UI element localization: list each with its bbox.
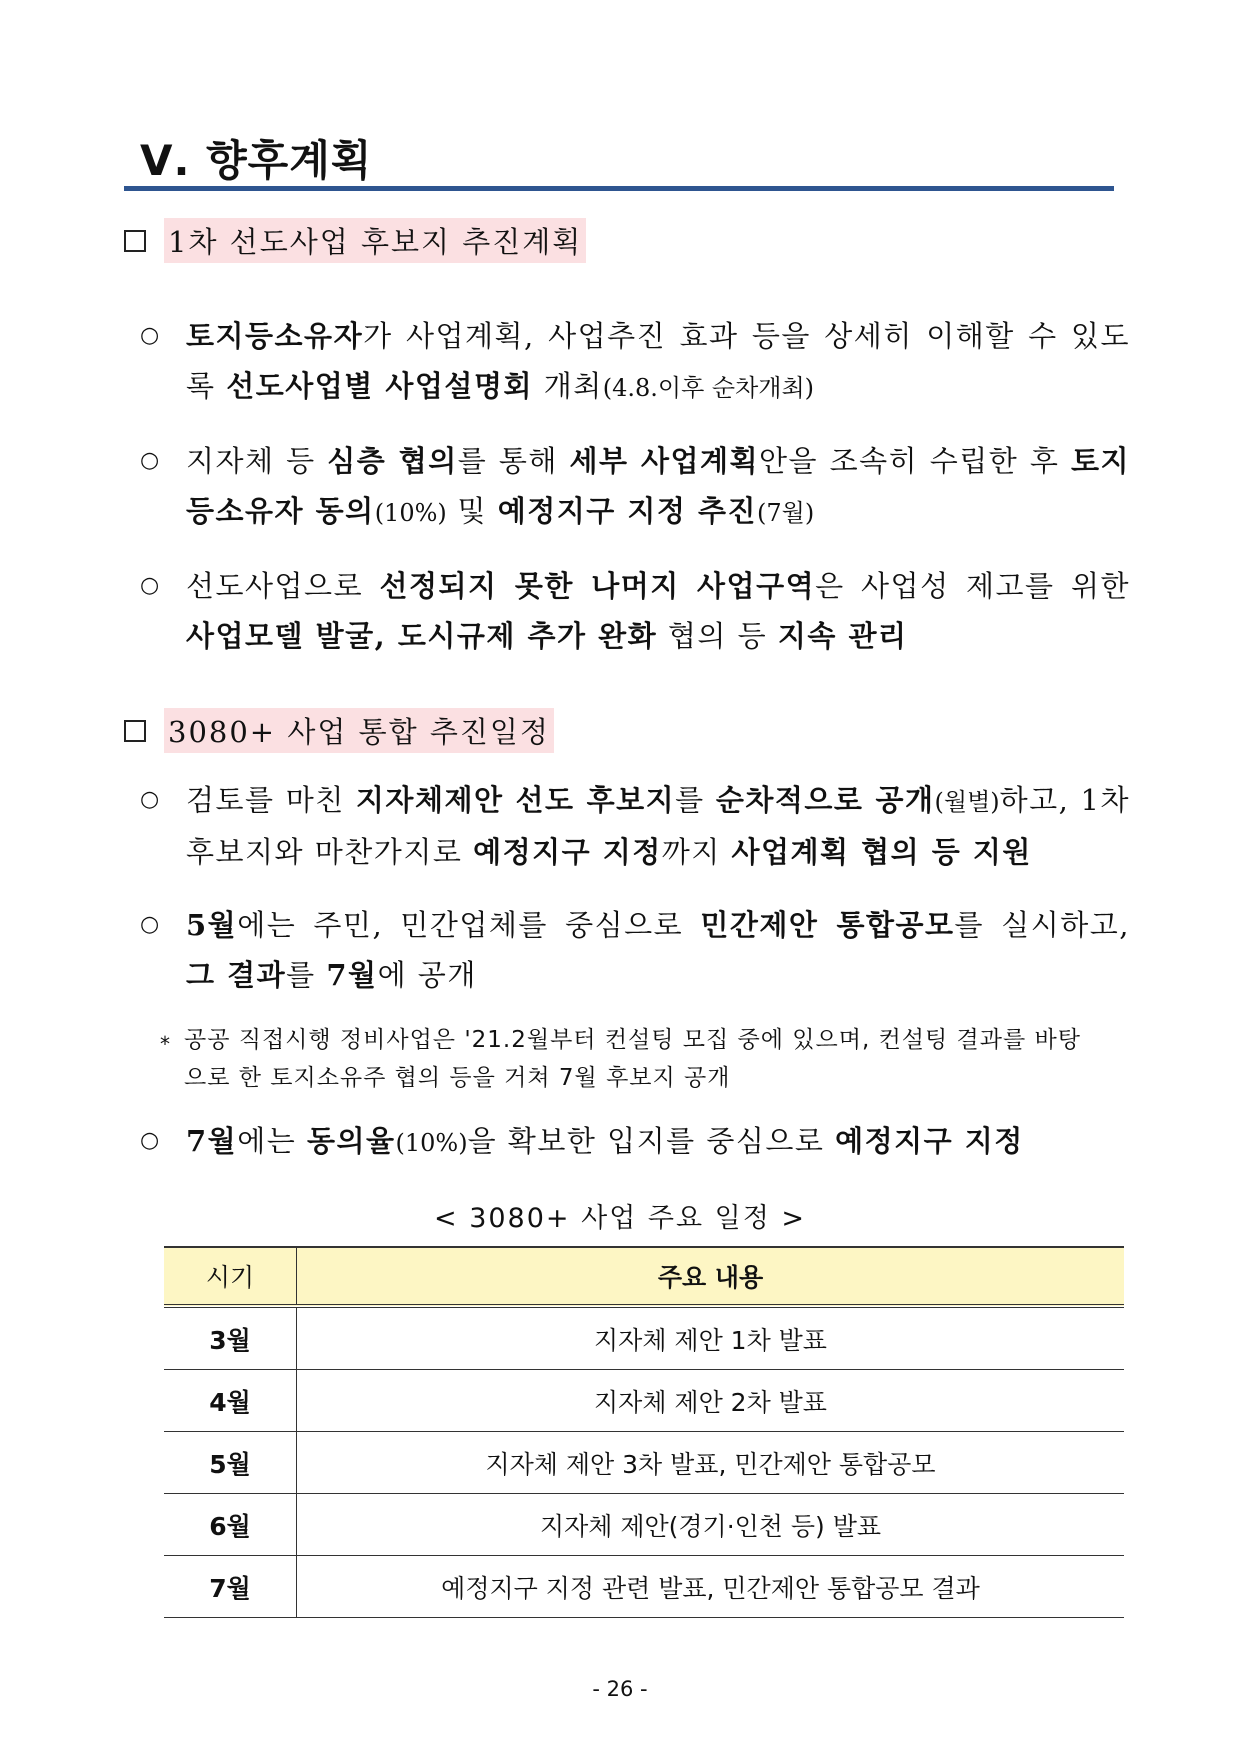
text: 를 — [286, 958, 327, 992]
text-bold: 예정지구 지정 — [835, 1124, 1024, 1158]
table-row — [164, 1556, 1124, 1618]
cell-content: 지자체 제안 2차 발표 — [297, 1370, 1125, 1432]
section1-bullet-1 — [140, 311, 1130, 413]
section1-heading — [124, 218, 586, 263]
text: 를 통해 — [457, 444, 570, 478]
section2-heading — [124, 708, 554, 753]
text: 까지 — [661, 835, 732, 869]
text-bold: 7월 — [186, 1124, 238, 1158]
text: 를 실시하고, — [954, 908, 1131, 942]
table-row — [164, 1370, 1124, 1432]
section2-bullet-2 — [140, 900, 1130, 1000]
cell-period: 3월 — [164, 1306, 297, 1370]
asterisk-icon: * — [160, 1032, 171, 1056]
text-bold: 선정되지 못한 나머지 사업구역 — [379, 569, 816, 603]
cell-content: 지자체 제안 3차 발표, 민간제안 통합공모 — [297, 1432, 1125, 1494]
circle-bullet-icon: ○ — [140, 1128, 160, 1153]
circle-bullet-icon: ○ — [140, 448, 160, 473]
text-bold: 사업모델 발굴, 도시규제 추가 완화 — [186, 619, 658, 653]
text-bold: 세부 사업계획 — [569, 444, 760, 478]
table-row — [164, 1494, 1124, 1556]
text-bold: 예정지구 지정 추진 — [497, 494, 758, 528]
cell-content: 지자체 제안 1차 발표 — [297, 1306, 1125, 1370]
checkbox-icon — [124, 720, 146, 742]
text: 에는 주민, 민간업체를 중심으로 — [237, 908, 701, 942]
text-bold: 선도사업별 사업설명회 — [226, 369, 533, 403]
table-row — [164, 1432, 1124, 1494]
text-small: (10%) — [395, 1129, 468, 1157]
text: 을 확보한 입지를 중심으로 — [467, 1124, 836, 1158]
table-row — [164, 1306, 1124, 1370]
text: 검토를 마친 — [186, 783, 356, 817]
text-small: (4.8.이후 순차개최) — [602, 374, 814, 402]
text-small: (7월) — [757, 499, 815, 527]
text: 안을 조속히 수립한 후 — [759, 444, 1071, 478]
text: 은 사업성 제고를 위한 — [815, 569, 1130, 603]
text: 를 — [675, 783, 716, 817]
section2-bullet-1 — [140, 775, 1130, 877]
section2-heading-text: 3080+ 사업 통합 추진일정 — [164, 708, 554, 753]
text-bold: 심층 협의 — [327, 444, 458, 478]
text: 선도사업으로 — [186, 569, 380, 603]
header-period: 시기 — [164, 1247, 297, 1306]
text-bold: 7월 — [326, 958, 378, 992]
text-small: (월별) — [934, 788, 1000, 816]
circle-bullet-icon: ○ — [140, 323, 160, 348]
section1-bullet-2 — [140, 436, 1130, 538]
text: 하고, 1차 후보지와 마찬가지로 — [186, 783, 1131, 869]
text-bold: 지속 관리 — [777, 619, 908, 653]
text: 개최 — [532, 369, 603, 403]
footnote-text: 공공 직접시행 정비사업은 '21.2월부터 컨설팅 모집 중에 있으며, 컨설팅 결과를 바탕으로 한 토지소유주 협의 등을 거쳐 7월 후보지 공개 — [184, 1027, 1081, 1091]
text-bold: 지자체제안 선도 후보지 — [355, 783, 676, 817]
cell-period: 4월 — [164, 1370, 297, 1432]
table-header-row — [164, 1247, 1124, 1306]
text-bold: 그 결과 — [186, 958, 287, 992]
cell-content: 지자체 제안(경기·인천 등) 발표 — [297, 1494, 1125, 1556]
header-content: 주요 내용 — [297, 1247, 1125, 1306]
text-bold: 예정지구 지정 — [473, 835, 662, 869]
section2-bullet-3 — [140, 1116, 1130, 1168]
footnote — [160, 1021, 1090, 1097]
cell-period: 7월 — [164, 1556, 297, 1618]
section1-heading-text: 1차 선도사업 후보지 추진계획 — [164, 218, 586, 263]
text-bold: 토지등소유자 동의 — [186, 444, 1131, 528]
table-caption: < 3080+ 사업 주요 일정 > — [434, 1203, 806, 1234]
cell-content: 예정지구 지정 관련 발표, 민간제안 통합공모 결과 — [297, 1556, 1125, 1618]
page-number: - 26 - — [592, 1677, 648, 1701]
text: 및 — [446, 494, 498, 528]
text-bold: 토지등소유자 — [186, 319, 364, 353]
circle-bullet-icon: ○ — [140, 573, 160, 598]
text-bold: 순차적으로 공개 — [715, 783, 935, 817]
text: 협의 등 — [657, 619, 778, 653]
text: 가 사업계획, 사업추진 효과 등을 상세히 이해할 수 있도록 — [186, 319, 1130, 403]
circle-bullet-icon: ○ — [140, 912, 160, 937]
text-bold: 5월 — [186, 908, 238, 942]
schedule-table — [164, 1246, 1124, 1618]
text: 지자체 등 — [186, 444, 328, 478]
text-bold: 사업계획 협의 등 지원 — [731, 835, 1032, 869]
checkbox-icon — [124, 230, 146, 252]
text-small: (10%) — [374, 499, 447, 527]
text-bold: 동의율 — [306, 1124, 396, 1158]
text: 에는 — [237, 1124, 307, 1158]
cell-period: 6월 — [164, 1494, 297, 1556]
title-underline — [124, 186, 1114, 191]
page-title: Ⅴ. 향후계획 — [140, 136, 373, 185]
circle-bullet-icon: ○ — [140, 787, 160, 812]
cell-period: 5월 — [164, 1432, 297, 1494]
text: 에 공개 — [377, 958, 477, 992]
section1-bullet-3 — [140, 561, 1130, 661]
text-bold: 민간제안 통합공모 — [700, 908, 955, 942]
